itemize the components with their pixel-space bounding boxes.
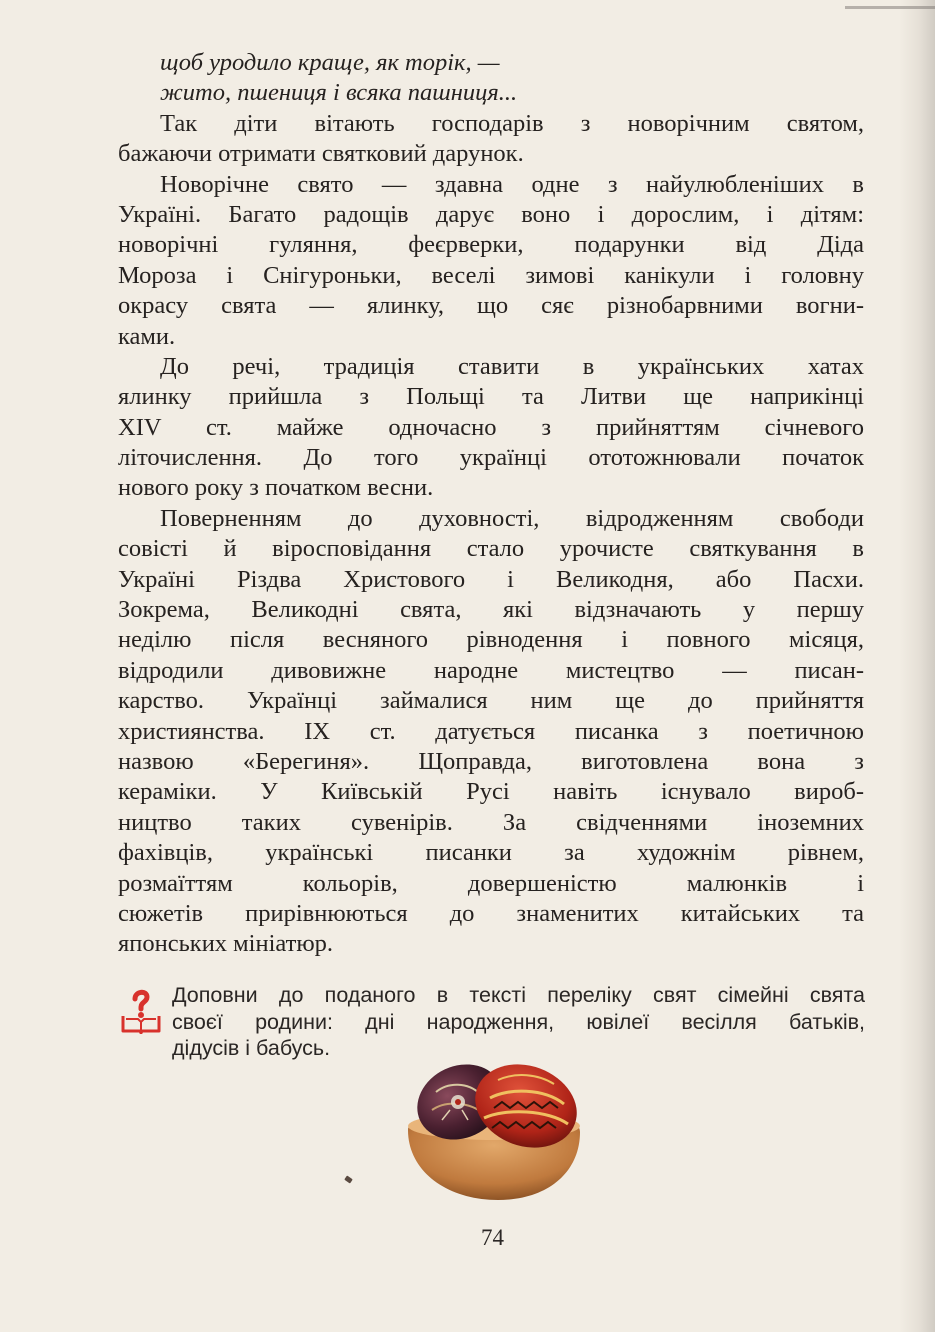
paragraph-greeting [118,109,864,170]
paragraph-easter [118,504,864,960]
task-line: своєї родини: дні народження, ювілеї весілля батьків, [172,1009,865,1034]
scan-speck [344,1175,353,1183]
text-line: Мороза і Снігуроньки, веселі зимові канікули і головну [118,261,864,289]
poem-line: щоб уродило краще, як торік, — [160,49,500,76]
main-text [118,48,864,960]
text-line: назвою «Берегиня». Щоправда, виготовлена вона з [118,747,864,775]
text-line: японських мініатюр. [118,930,334,958]
text-line: розмаїттям кольорів, довершеністю малюнків і [118,869,864,897]
scan-edge-mark [845,6,935,9]
text-line: До речі, традиція ставити в українських хатах [160,352,864,380]
text-line: ництво таких сувенірів. За свідченнями іноземних [118,808,864,836]
poem [118,48,864,109]
text-line: відродили дивовижне народне мистецтво — писан- [118,656,864,684]
text-line: Україні Різдва Христового і Великодня, або Пасхи. [118,565,864,593]
page-edge-shadow [899,0,935,1332]
text-line: Новорічне свято — здавна одне з найулюбленіших в [160,170,864,198]
easter-eggs-image [398,1062,588,1204]
task-line: дідусів і бабусь. [172,1036,331,1060]
page-number: 74 [481,1225,504,1250]
text-line: XIV ст. майже одночасно з прийняттям січневого [118,413,864,441]
question-book-icon [120,986,162,1034]
text-line: бажаючи отримати святковий дарунок. [118,140,524,168]
text-line: сюжетів прирівнюються до знаменитих китайських та [118,899,864,927]
text-line: літочислення. До того українці ототожнювали початок [118,444,864,472]
text-line: новорічні гуляння, феєрверки, подарунки від Діда [118,231,864,259]
text-line: кераміки. У Київській Русі навіть існувало вироб- [118,778,864,806]
text-line: Україні. Багато радощів дарує воно і дорослим, і дітям: [118,200,864,228]
text-line: неділю після весняного рівнодення і повного місяця, [118,626,864,654]
text-line: Поверненням до духовності, відродженням свободи [160,504,864,532]
text-line: християнства. IX ст. датується писанка з поетичною [118,717,864,745]
text-line: совісті й віросповідання стало урочисте святкування в [118,535,864,563]
text-line: ками. [118,322,176,350]
text-line: окрасу свята — ялинку, що сяє різнобарвними вогни- [118,292,864,320]
text-line: Зокрема, Великодні свята, які відзначають у першу [118,596,864,624]
text-line: карство. Українці займалися ним ще до прийняття [118,687,864,715]
text-line: Так діти вітають господарів з новорічним святом, [160,109,864,137]
paragraph-tree-tradition [118,352,864,504]
text-line: фахівців, українські писанки за художнім рівнем, [118,839,864,867]
poem-line: жито, пшениця і всяка пашниця... [160,79,518,107]
text-line: ялинку прийшла з Польщі та Литви ще наприкінці [118,383,864,411]
task-line: Доповни до поданого в тексті переліку свят сімейні свята [172,983,865,1007]
text-line: нового року з початком весни. [118,474,434,502]
task-text [172,982,865,1062]
paragraph-new-year [118,170,864,352]
